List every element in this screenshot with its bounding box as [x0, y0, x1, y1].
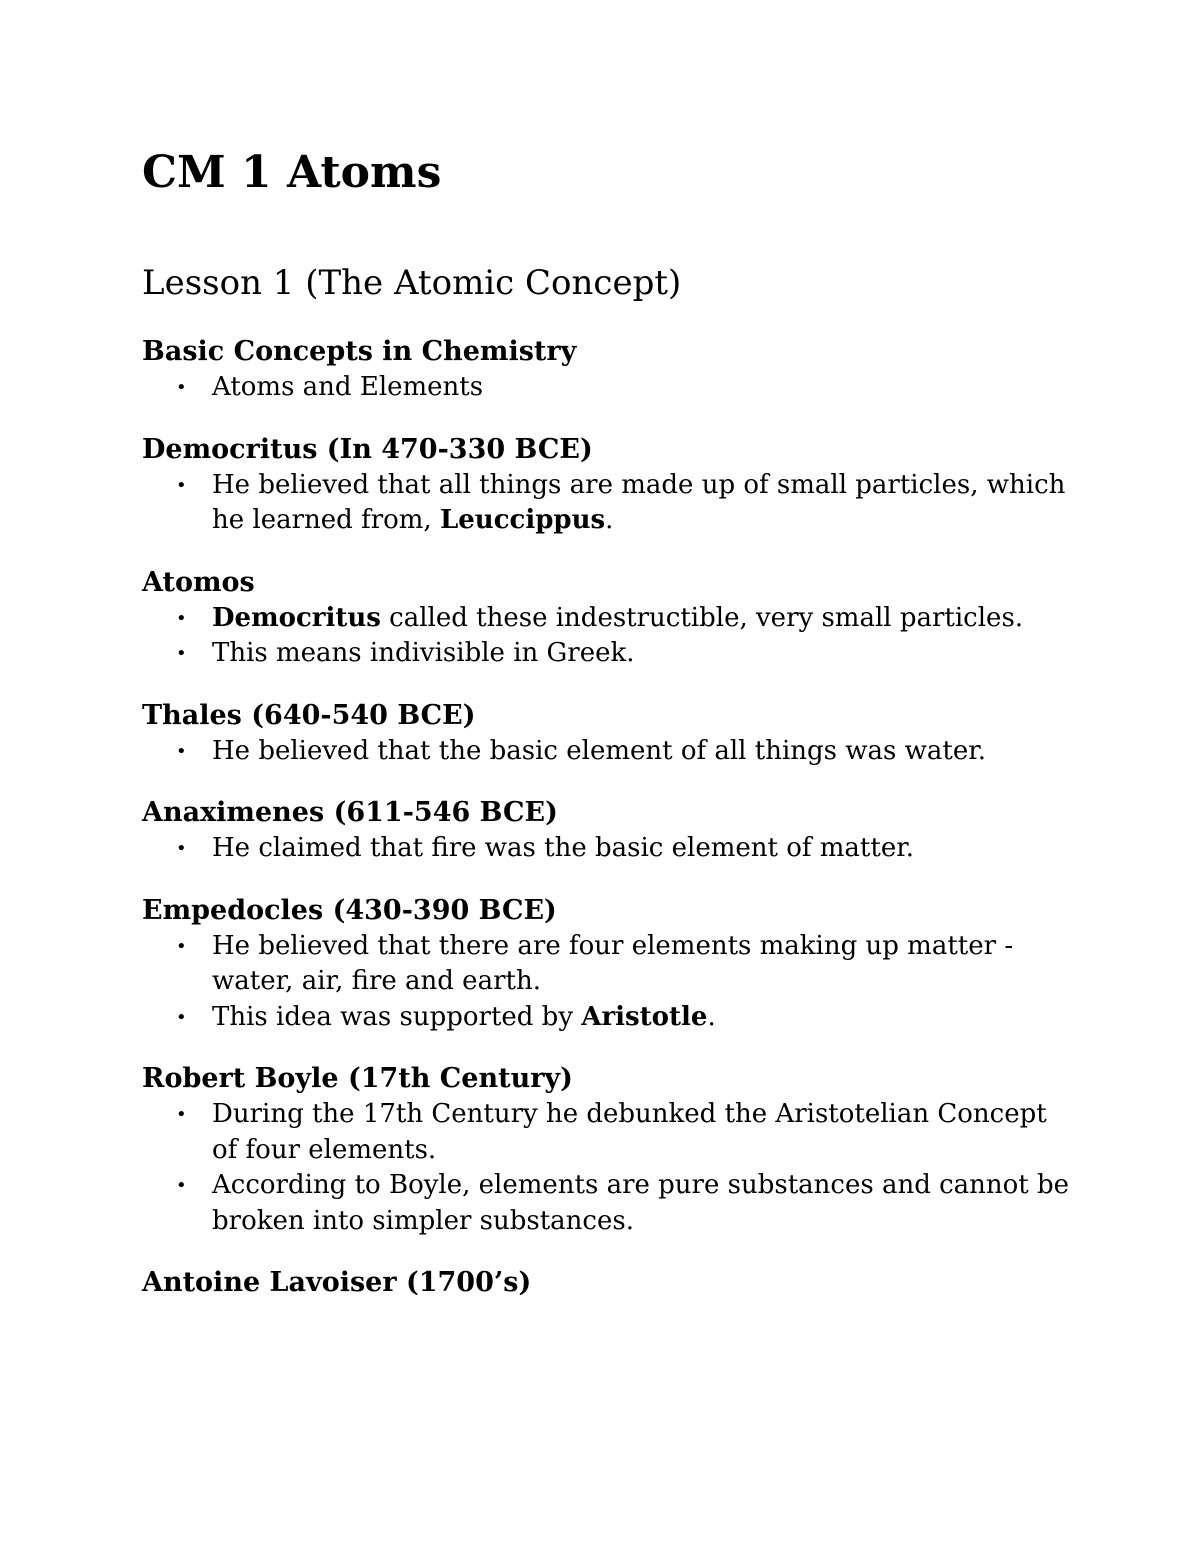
bullet-item	[142, 831, 1072, 867]
bullet-list	[142, 831, 1072, 867]
bullet-text: He claimed that fire was the basic element of matter.	[212, 833, 915, 863]
bullet-text: He believed that all things are made up of small particles, which he learned from,	[212, 469, 1066, 535]
bullet-item	[142, 370, 1072, 406]
bullet-text: He believed that there are four elements making up matter - water, air, fire and earth.	[212, 930, 1014, 996]
section-heading: Atomos	[142, 566, 255, 598]
bullet-emphasis: Democritus	[212, 602, 381, 633]
bullet-text: During the 17th Century he debunked the Aristotelian Concept of four elements.	[212, 1099, 1047, 1165]
bullet-text: .	[707, 1001, 716, 1032]
bullet-text: According to Boyle, elements are pure substances and cannot be broken into simpler substances.	[212, 1170, 1070, 1236]
section-atomos	[142, 565, 1072, 672]
bullet-list	[142, 468, 1072, 539]
bullet-item	[142, 1097, 1072, 1168]
bullet-item	[142, 734, 1072, 770]
section-empedocles	[142, 893, 1072, 1036]
bullet-emphasis: Leuccippus	[439, 505, 606, 535]
section-heading: Anaximenes (611-546 BCE)	[142, 797, 558, 828]
bullet-text: Atoms and Elements	[212, 372, 484, 402]
section-antoine-lavoiser	[142, 1265, 1072, 1301]
section-heading: Antoine Lavoiser (1700’s)	[142, 1267, 532, 1298]
section-thales	[142, 698, 1072, 770]
section-heading: Basic Concepts in Chemistry	[142, 336, 577, 367]
bullet-item	[142, 929, 1072, 1000]
bullet-text: He believed that the basic element of all things was water.	[212, 735, 987, 766]
section-heading: Democritus (In 470-330 BCE)	[142, 433, 593, 465]
bullet-text: .	[605, 505, 614, 535]
bullet-list	[142, 929, 1072, 1036]
section-heading: Empedocles (430-390 BCE)	[142, 894, 557, 926]
bullet-item	[142, 636, 1072, 672]
document-page	[142, 140, 1072, 1301]
bullet-item	[142, 1000, 1072, 1036]
bullet-item	[142, 468, 1072, 539]
section-democritus	[142, 432, 1072, 539]
bullet-text: This means indivisible in Greek.	[212, 638, 635, 668]
bullet-list	[142, 601, 1072, 672]
bullet-item	[142, 1168, 1072, 1239]
bullet-text: called these indestructible, very small particles.	[380, 602, 1024, 633]
bullet-text: This idea was supported by	[212, 1001, 582, 1032]
section-robert-boyle	[142, 1061, 1072, 1239]
bullet-item	[142, 601, 1072, 637]
section-anaximenes	[142, 795, 1072, 867]
lesson-title: Lesson 1 (The Atomic Concept)	[142, 263, 682, 303]
bullet-list	[142, 1097, 1072, 1239]
section-heading: Robert Boyle (17th Century)	[142, 1063, 573, 1094]
section-basic-concepts	[142, 334, 1072, 406]
document-title: CM 1 Atoms	[142, 147, 442, 198]
bullet-emphasis: Aristotle	[581, 1001, 708, 1032]
bullet-list	[142, 734, 1072, 770]
section-heading: Thales (640-540 BCE)	[142, 699, 476, 731]
bullet-list	[142, 370, 1072, 406]
